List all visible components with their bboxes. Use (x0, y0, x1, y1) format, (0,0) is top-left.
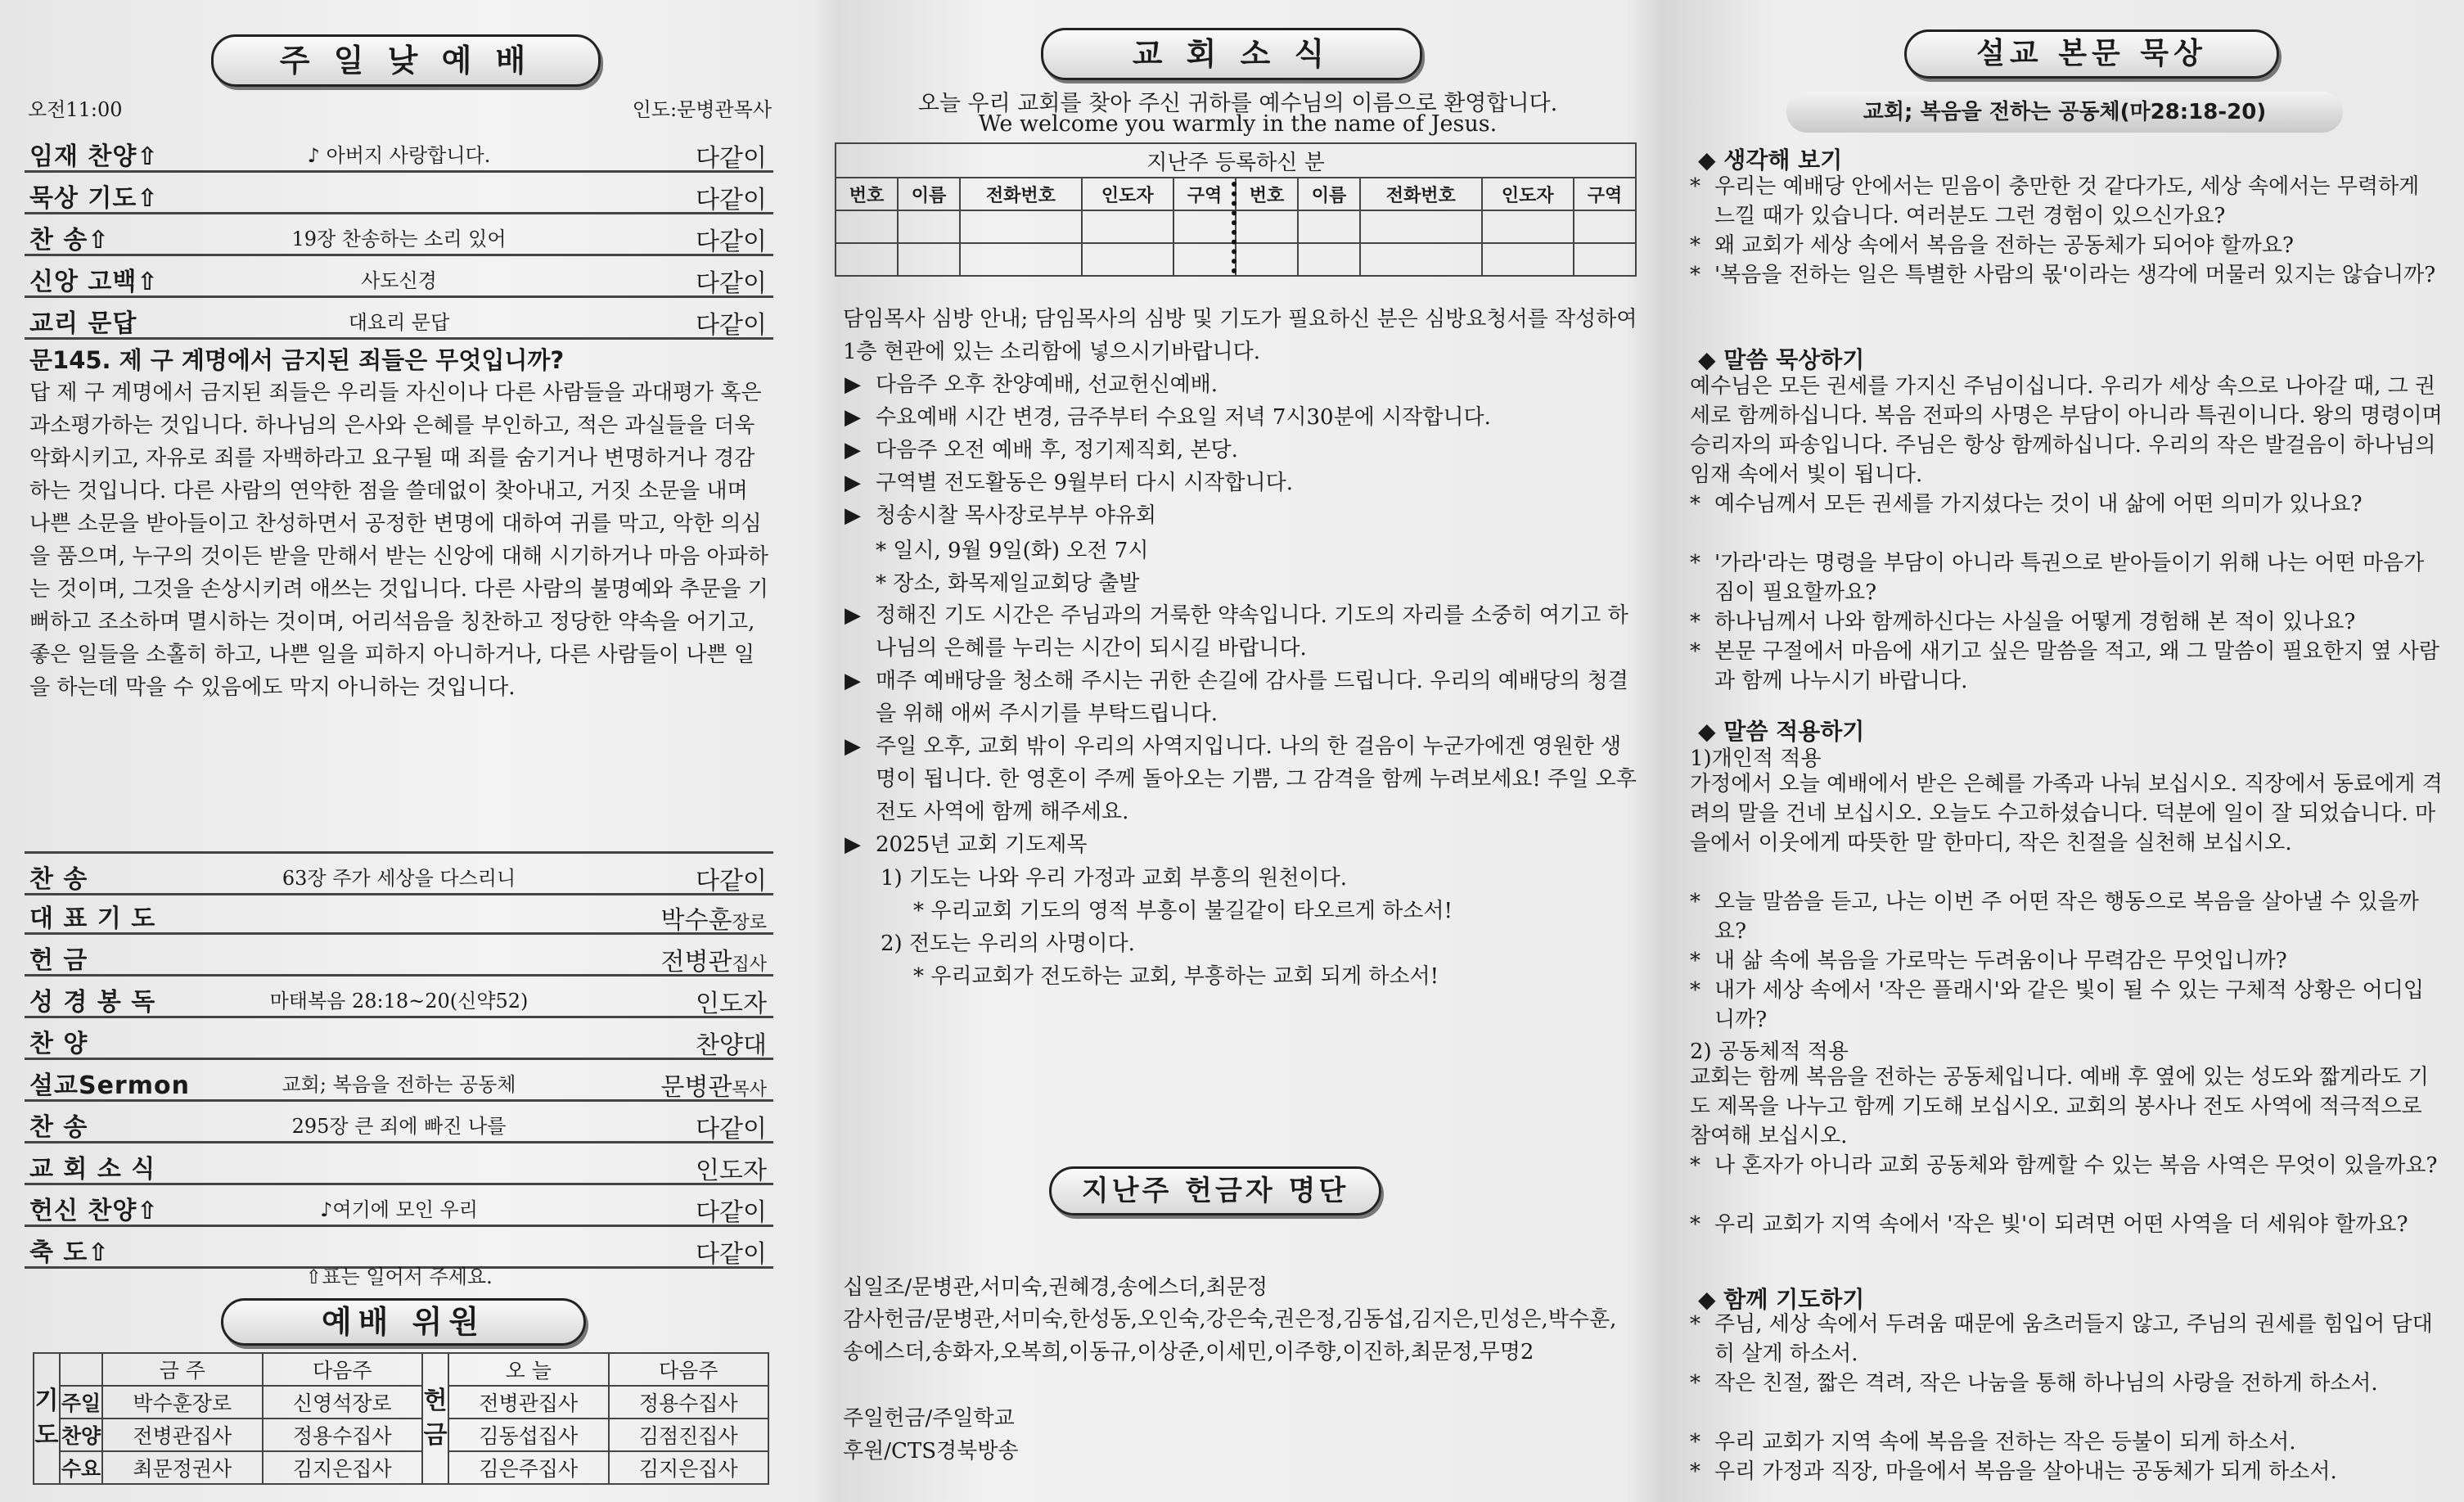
order-content: 마태복음 28:18~20(신약52) (269, 990, 529, 1013)
order-label: 헌 금 (29, 946, 88, 975)
header-next-week: 다음주 (263, 1353, 423, 1386)
order-label: 대 표 기 도 (29, 904, 156, 933)
order-row (25, 173, 773, 214)
order-label: 찬 송⇧ (29, 226, 110, 255)
community-application-text: 교회는 함께 복음을 전하는 공동체입니다. 예배 후 옆에 있는 성도와 짧게라도 기도 제목을 나누고 함께 기도해 보십시오. 교회의 봉사나 전도 사역에 적극적으로 참여해 보십시오. (1690, 1065, 2429, 1148)
reg-header: 번호 (1236, 178, 1298, 210)
order-row (25, 1102, 773, 1143)
committee-cell: 정용수집사 (263, 1419, 423, 1451)
order-person: 찬양대 (696, 1031, 767, 1060)
order-person: 다같이 (696, 1115, 767, 1143)
header-next-week-2: 다음주 (609, 1353, 769, 1386)
offering-group-label: 헌금 (422, 1353, 448, 1484)
order-content: 295장 큰 죄에 빠진 나를 (291, 1115, 507, 1138)
sermon-meditation-column: 설교 본문 묵상 교회; 복음을 전하는 공동체(마28:18-20) ◆ 생각해 보기 * 우리는 예배당 안에서는 믿음이 충만한 것 같다가도, 세상 속에서는 무력하게 느낄 때가 있습니다. 여러분도 그런 경험이 있으신가요? * 왜 교회가 세상 속에서 복음을 전하는 공동체가 되어야 할까요? * '복음을 전하는 일은 특별한 사람의 몫'이라는 생각에 머물러 있지는 않습니까? ◆ 말씀 묵상하기 예수님은 모든 권세를 가지신 주님이십니다. 우리가 세상 속으로 나아갈 때, 그 권세로 함께하십니다. 복음 전파의 사명은 부담이 아니라 특권이니다. 왕의 명령이며 승리자의 파송입니다. 주님은 항상 함께하십니다. 우리의 작은 발걸음이 하나님의 임재 속에서 빛이 됩니다. * 예수님께서 모든 권세를 가지셨다는 것이 내 삶에 어떤 의미가 있나요? * '가라'라는 명령을 부담이 아니라 특권으로 받아들이기 위해 나는 어떤 마음가짐이 필요할까요? * 하나님께서 나와 함께하신다는 사실을 어떻게 경험해 본 적이 있나요? * 본문 구절에서 마음에 새기고 싶은 말씀을 적고, 왜 그 말씀이 필요한지 옆 사람과 함께 나누시기 바랍니다. ◆ 말씀 적용하기 1)개인적 적용 가정에서 오늘 예배에서 받은 은혜를 가족과 나눠 보십시오. 직장에서 동료에게 격려의 말을 건네 보십시오. 오늘도 수고하셨습니다. 덕분에 일이 잘 되었습니다. 마을에서 이웃에게 따뜻한 말 한마디, 작은 친절을 실천해 보십시오. * 오늘 말씀을 듣고, 나는 이번 주 어떤 작은 행동으로 복음을 살아낼 수 있을까요? * 내 삶 속에 복음을 가로막는 두려움이나 무력감은 무엇입니까? * 내가 세상 속에서 '작은 플래시'와 같은 빛이 될 수 있는 구체적 상황은 어디입니까? 2) 공동체적 적용 교회는 함께 복음을 전하는 공동체입니다. 예배 후 옆에 있는 성도와 짧게라도 기도 제목을 나누고 함께 기도해 보십시오. 교회의 봉사나 전도 사역에 적극적으로 참여해 보십시오. * 나 혼자가 아니라 교회 공동체와 함께할 수 있는 복음 사역은 무엇이 있을까요? * 우리 교회가 지역 속에서 '작은 빛'이 되려면 어떤 사역을 더 세워야 할까요? ◆ 함께 기도하기 * 주님, 세상 속에서 두려움 때문에 움츠러들지 않고, 주님의 권세를 힘입어 담대히 살게 하소서. * 작은 친절, 짧은 격려, 작은 나눔을 통해 하나님의 사랑을 전하게 하소서. * 우리 교회가 지역 속에 복음을 전하는 작은 등불이 되게 하소서. * 우리 가정과 직장, 마을에서 복음을 살아내는 공동체가 되게 하소서. (1682, 0, 2447, 1502)
order-person: 다같이 (696, 144, 767, 173)
registration-title: 지난주 등록하신 분 (836, 143, 1636, 178)
reg-header: 전화번호 (1360, 178, 1482, 210)
reg-header: 구역 (1574, 178, 1636, 210)
committee-cell: 김점진집사 (609, 1419, 769, 1451)
committee-cell: 김은주집사 (448, 1451, 609, 1484)
order-person: 다같이 (696, 867, 767, 895)
community-application-label: 2) 공동체적 적용 (1690, 1040, 1849, 1064)
committee-cell: 김동섭집사 (448, 1419, 609, 1451)
reg-header: 인도자 (1082, 178, 1173, 210)
reg-header: 인도자 (1482, 178, 1574, 210)
committee-cell: 박수훈장로 (102, 1386, 263, 1419)
church-news-column: 교 회 소 식 오늘 우리 교회를 찾아 주신 귀하를 예수님의 이름으로 환영합니다. We welcome you warmly in the name of Jesus. 지난주 등록하신 분 번호 이름 전화번호 인도자 구역 번호 이름 전화번호 인도자 구역 담임목사 심방 안내; 담임목사의 심방 및 기도가 필요하신 분은 심방요청서를 작성하여 1층 현관에 있는 소리함에 넣으시기바랍니다. ▶ 다음주 오후 찬양예배, 선교헌신예배. ▶ 수요예배 시간 변경, 금주부터 수요일 저녁 7시30분에 시작합니다. ▶ 다음주 오전 예배 후, 정기제직회, 본당. ▶ 구역별 전도활동은 9월부터 다시 시작합니다. ▶ 청송시찰 목사장로부부 야유회 * 일시, 9월 9일(화) 오전 7시 * 장소, 화목제일교회당 출발 ▶ 정해진 기도 시간은 주님과의 거룩한 약속입니다. 기도의 자리를 소중히 여기고 하나님의 은혜를 누리는 시간이 되시길 바랍니다. ▶ 매주 예배당을 청소해 주시는 귀한 손길에 감사를 드립니다. 우리의 예배당의 청결을 위해 애써 주시기를 부탁드립니다. ▶ 주일 오후, 교회 밖이 우리의 사역지입니다. 나의 한 걸음이 누군가에겐 영원한 생명이 됩니다. 한 영혼이 주께 돌아오는 기쁨, 그 감격을 함께 누려보세요! 주일 오후 전도 사역에 함께 해주세요. ▶ 2025년 교회 기도제목 1) 기도는 나와 우리 가정과 교회 부흥의 원천이다. * 우리교회 기도의 영적 부흥이 불길같이 타오르게 하소서! 2) 전도는 우리의 사명이다. * 우리교회가 전도하는 교회, 부흥하는 교회 되게 하소서! 지난주 헌금자 명단 십일조/문병관,서미숙,권혜경,송에스더,최문정 감사헌금/문병관,서미숙,한성동,오인숙,강은숙,권은정,김동섭,김지은,민성은,박수훈,송에스더,송화자,오복희,이동규,이상준,이세민,이주향,이진하,최문정,무명2 주일헌금/주일학교 후원/CTS경북방송 (835, 0, 1641, 1502)
header-this-week: 금 주 (102, 1353, 263, 1386)
order-label: 묵상 기도⇧ (29, 184, 159, 213)
table-divider (1232, 182, 1237, 273)
order-row (25, 214, 773, 256)
tithe-list: 십일조/문병관,서미숙,권혜경,송에스더,최문정 (843, 1275, 1268, 1300)
order-person: 다같이 (696, 228, 767, 256)
worship-order-column (25, 0, 782, 1502)
section-apply: ◆ 말씀 적용하기 (1698, 718, 1865, 745)
committee-title: 예배 위원 (221, 1298, 586, 1346)
catechism-question: 문145. 제 구 계명에서 금지된 죄들은 무엇입니까? (29, 346, 565, 374)
prayer-topic-2: 2) 전도는 우리의 사명이다. (881, 931, 1135, 956)
prayer-group-label: 기도 (34, 1353, 60, 1484)
prayer-topic-2-detail: * 우리교회가 전도하는 교회, 부흥하는 교회 되게 하소서! (913, 964, 1439, 989)
reg-header: 구역 (1173, 178, 1236, 210)
order-content: ♪ 아버지 사랑합니다. (307, 144, 491, 167)
committee-cell: 전병관집사 (102, 1419, 263, 1451)
reg-header: 전화번호 (960, 178, 1082, 210)
order-content: 63장 주가 세상을 다스리니 (282, 867, 516, 890)
news-title: 교 회 소 식 (1041, 28, 1422, 80)
order-row (25, 298, 773, 340)
outing-date: * 일시, 9월 9일(화) 오전 7시 (876, 539, 1149, 563)
order-person: 인도자 (696, 1157, 767, 1185)
order-label: 신앙 고백⇧ (29, 268, 159, 296)
order-label: 축 도⇧ (29, 1238, 110, 1267)
reg-header: 이름 (1298, 178, 1360, 210)
order-row (25, 851, 773, 895)
order-row (25, 977, 773, 1018)
order-row (25, 1185, 773, 1227)
committee-key: 찬양 (60, 1419, 102, 1451)
reg-header: 번호 (836, 178, 898, 210)
order-label: 찬 송 (29, 865, 88, 894)
order-row (25, 1143, 773, 1185)
meditation-subtitle: 교회; 복음을 전하는 공동체(마28:18-20) (1786, 92, 2343, 133)
reg-header: 이름 (898, 178, 960, 210)
committee-key: 주일 (60, 1386, 102, 1419)
order-label: 설교Sermon (29, 1071, 190, 1100)
committee-table (33, 1352, 769, 1485)
order-label: 찬 양 (29, 1030, 88, 1058)
personal-application-label: 1)개인적 적용 (1690, 746, 1822, 771)
section-think: ◆ 생각해 보기 (1698, 147, 1843, 174)
prayer-topic-1: 1) 기도는 나와 우리 가정과 교회 부흥의 원천이다. (881, 866, 1348, 891)
order-row (25, 131, 773, 173)
order-content: 사도신경 (361, 269, 437, 292)
stand-note: ⇧표는 일어서 주세요. (305, 1265, 493, 1288)
order-person: 인도자 (696, 990, 767, 1018)
offering-list-title: 지난주 헌금자 명단 (1049, 1166, 1381, 1216)
order-person: 박수훈장로 (660, 906, 767, 935)
personal-application-text: 가정에서 오늘 예배에서 받은 은혜를 가족과 나눠 보십시오. 직장에서 동료에게 격려의 말을 건네 보십시오. 오늘도 수고하셨습니다. 덕분에 일이 잘 되었습니다. 마을에서 이웃에게 따뜻한 말 한마디, 작은 친절을 실천해 보십시오. (1690, 772, 2443, 855)
order-person: 다같이 (696, 1198, 767, 1227)
order-content: 19장 찬송하는 소리 있어 (291, 228, 507, 250)
committee-cell: 최문정권사 (102, 1451, 263, 1484)
meditation-title: 설교 본문 묵상 (1904, 29, 2279, 79)
prayer-topic-1-detail: * 우리교회 기도의 영적 부흥이 불길같이 타오르게 하소서! (913, 899, 1453, 923)
header-today: 오 늘 (448, 1353, 609, 1386)
thanks-offering-list: 감사헌금/문병관,서미숙,한성동,오인숙,강은숙,권은정,김동섭,김지은,민성은,박수훈,송에스더,송화자,오복희,이동규,이상준,이세민,이주향,이진하,최문정,무명2 (843, 1307, 1617, 1364)
order-row (25, 935, 773, 977)
sunday-offering: 주일헌금/주일학교 (843, 1406, 1015, 1431)
order-label: 헌신 찬양⇧ (29, 1197, 159, 1225)
order-person: 다같이 (696, 1240, 767, 1269)
order-row (25, 893, 773, 935)
order-person: 다같이 (696, 186, 767, 214)
order-person: 다같이 (696, 311, 767, 340)
order-person: 문병관목사 (660, 1073, 767, 1102)
order-label: 임재 찬양⇧ (29, 142, 159, 171)
worship-time: 오전11:00 (28, 98, 123, 121)
order-content: ♪여기에 모인 우리 (320, 1198, 478, 1221)
section-pray: ◆ 함께 기도하기 (1698, 1286, 1865, 1313)
section-meditate: ◆ 말씀 묵상하기 (1698, 346, 1865, 373)
order-content: 교회; 복음을 전하는 공동체 (282, 1073, 516, 1096)
order-label: 성 경 봉 독 (29, 988, 156, 1017)
pastor-visit-notice: 담임목사 심방 안내; 담임목사의 심방 및 기도가 필요하신 분은 심방요청서를 작성하여 1층 현관에 있는 소리함에 넣으시기바랍니다. (843, 307, 1637, 364)
order-label: 교 회 소 식 (29, 1155, 156, 1184)
worship-title: 주 일 낮 예 배 (211, 34, 601, 87)
welcome-korean: 오늘 우리 교회를 찾아 주신 귀하를 예수님의 이름으로 환영합니다. (917, 91, 1558, 116)
meditation-paragraph: 예수님은 모든 권세를 가지신 주님이십니다. 우리가 세상 속으로 나아갈 때, 그 권세로 함께하십니다. 복음 전파의 사명은 부담이 아니라 특권이니다. 왕의 명령이며 승리자의 파송입니다. 주님은 항상 함께하십니다. 우리의 작은 발걸음이 하나님의 임재 속에서 빛이 됩니다. (1690, 374, 2443, 487)
order-label: 교리 문답 (29, 309, 137, 338)
order-row (25, 1060, 773, 1102)
committee-cell: 김지은집사 (263, 1451, 423, 1484)
committee-key: 수요 (60, 1451, 102, 1484)
order-row (25, 256, 773, 298)
order-row (25, 1018, 773, 1060)
committee-cell: 전병관집사 (448, 1386, 609, 1419)
order-person: 전병관집사 (660, 948, 767, 977)
catechism-answer: 답 제 구 계명에서 금지된 죄들은 우리들 자신이나 다른 사람들을 과대평가 혹은 과소평가하는 것입니다. 하나님의 은사와 은혜를 부인하고, 적은 과실들을 더욱 악화시키고, 자유로 죄를 자백하라고 요구될 때 죄를 숨기거나 변명하거나 경감하는 것입니다. 다른 사람의 연약한 점을 쓸데없이 찾아내고, 거짓 소문을 내며 나쁜 소문을 받아들이고 찬성하면서 공정한 변명에 대하여 귀를 막고, 악한 의심을 품으며, 누구의 것이든 받을 만해서 받는 신앙에 대해 시기하거나 마음 아파하는 것이며, 그것을 손상시키려 애쓰는 것입니다. 다른 사람의 불명예와 추문을 기뻐하고 조소하며 멸시하는 것이며, 어리석음을 칭찬하고 정당한 약속을 어기고, 좋은 일들을 소홀히 하고, 나쁜 일을 피하지 아니하거나, 다른 사람들이 나쁜 일을 하는데 막을 수 있음에도 막지 아니하는 것입니다. (29, 381, 768, 700)
order-content: 대요리 문답 (348, 311, 450, 334)
support-note: 후원/CTS경북방송 (843, 1439, 1019, 1464)
outing-place: * 장소, 화목제일교회당 출발 (876, 571, 1140, 596)
committee-cell: 신영석장로 (263, 1386, 423, 1419)
welcome-english: We welcome you warmly in the name of Jesus. (978, 111, 1498, 137)
committee-cell: 정용수집사 (609, 1386, 769, 1419)
order-person: 다같이 (696, 269, 767, 298)
worship-leader: 인도:문병관목사 (632, 98, 772, 121)
order-label: 찬 송 (29, 1113, 88, 1142)
committee-cell: 김지은집사 (609, 1451, 769, 1484)
